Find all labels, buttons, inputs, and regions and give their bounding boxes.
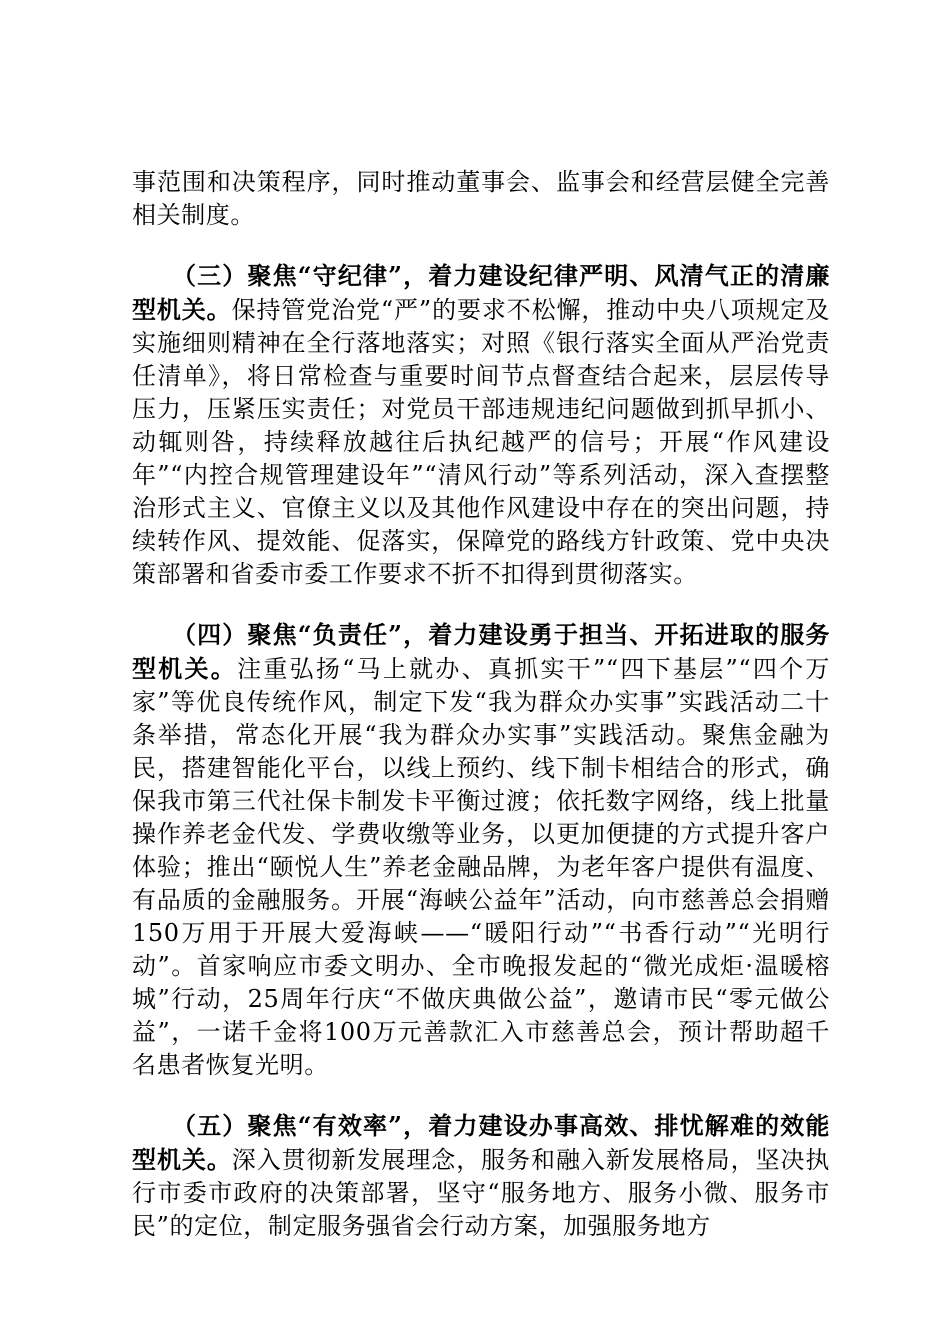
document-page — [132, 166, 830, 1243]
section-three-body: 保持管党治党“严”的要求不松懈，推动中央八项规定及实施细则精神在全行落地落实；对照《银行落实全面从严治党责任清单》，将日常检查与重要时间节点督查结合起来，层层传导压力，压紧压实责任；对党员干部违规违纪问题做到抓早抓小、动辄则咎，持续释放越往后执纪越严的信号；开展“作风建设年”“内控合规管理建设年”“清风行动”等系列活动，深入查摆整治形式主义、官僚主义以及其他作风建设中存在的突出问题，持续转作风、提效能、促落实，保障党的路线方针政策、党中央决策部署和省委市委工作要求不折不扣得到贯彻落实。 — [132, 296, 830, 588]
section-four-paragraph — [132, 618, 830, 1082]
continuation-text: 事范围和决策程序，同时推动董事会、监事会和经营层健全完善相关制度。 — [132, 168, 830, 229]
section-five-paragraph — [132, 1109, 830, 1243]
section-four-body: 注重弘扬“马上就办、真抓实干”“四下基层”“四个万家”等优良传统作风，制定下发“我为群众办实事”实践活动二十条举措，常态化开展“我为群众办实事”实践活动。聚焦金融为民，搭建智能化平台，以线上预约、线下制卡相结合的形式，确保我市第三代社保卡制发卡平衡过渡；依托数字网络，线上批量操作养老金代发、学费收缴等业务，以更加便捷的方式提升客户体验；推出“颐悦人生”养老金融品牌，为老年客户提供有温度、有品质的金融服务。开展“海峡公益年”活动，向市慈善总会捐赠150万用于开展大爱海峡——“暖阳行动”“书香行动”“光明行动”。首家响应市委文明办、全市晚报发起的“微光成炬·温暖榕城”行动，25周年行庆“不做庆典做公益”，邀请市民“零元做公益”，一诺千金将100万元善款汇入市慈善总会，预计帮助超千名患者恢复光明。 — [132, 655, 830, 1079]
section-three-paragraph — [132, 259, 830, 591]
continuation-paragraph — [132, 166, 830, 232]
section-four-heading: （四）聚焦“负责任”，着力建设勇于担当、开拓进取的服务型机关。 — [132, 620, 830, 683]
paragraph-gap — [132, 1082, 830, 1109]
section-five-heading: （五）聚焦“有效率”，着力建设办事高效、排忧解难的效能型机关。 — [132, 1111, 830, 1174]
section-five-body: 深入贯彻新发展理念，服务和融入新发展格局，坚决执行市委市政府的决策部署，坚守“服务地方、服务小微、服务市民”的定位，制定服务强省会行动方案，加强服务地方 — [132, 1146, 830, 1240]
section-three-heading: （三）聚焦“守纪律”，着力建设纪律严明、风清气正的清廉型机关。 — [132, 261, 830, 324]
paragraph-gap — [132, 232, 830, 259]
paragraph-gap — [132, 591, 830, 618]
